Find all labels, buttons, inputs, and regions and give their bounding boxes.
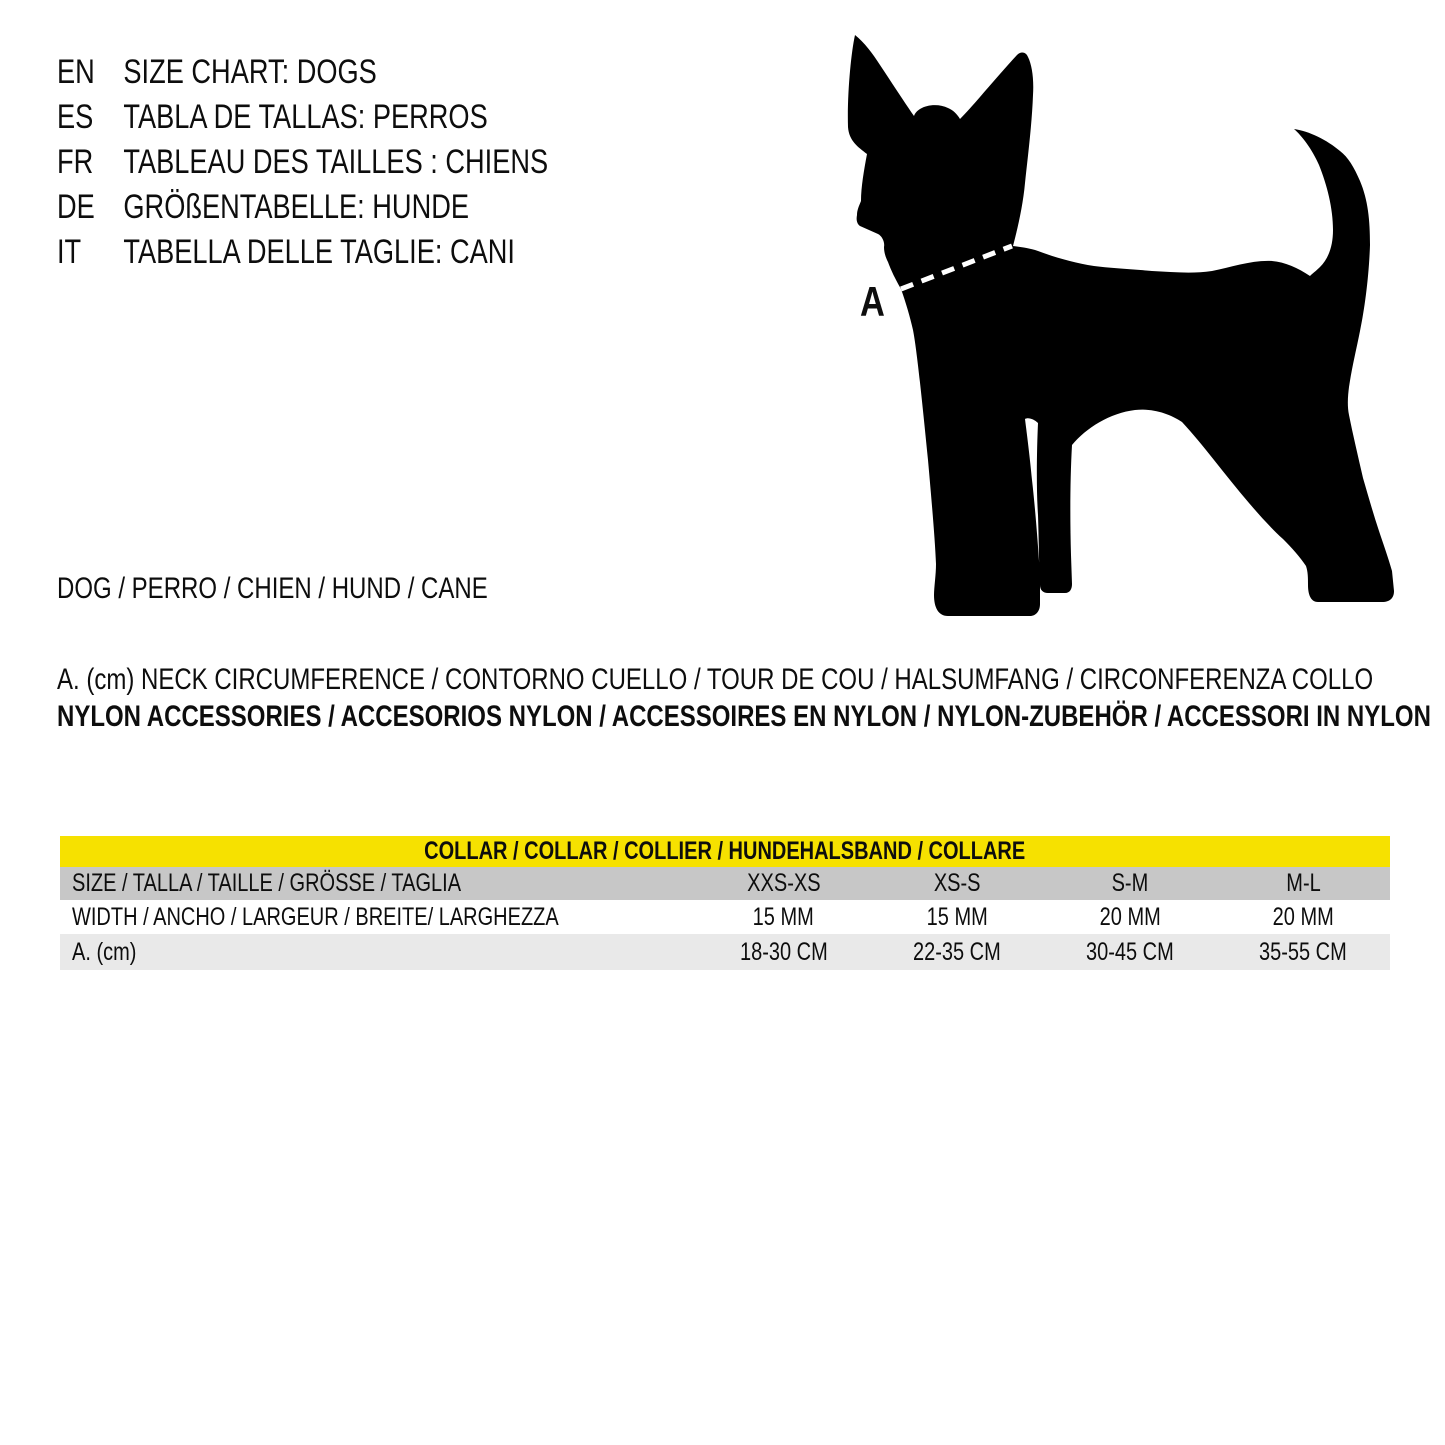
size-chart-title: TABLEAU DES TAILLES : CHIENS xyxy=(123,143,549,181)
row-label: A. (cm) xyxy=(72,937,137,966)
width-value: 20 MM xyxy=(1099,902,1161,931)
neck-range-value: 35-55 CM xyxy=(1259,937,1348,966)
language-code: ES xyxy=(57,98,94,136)
table-row-neck-cm xyxy=(60,934,1390,970)
neck-range-value: 22-35 CM xyxy=(912,937,1001,966)
neck-range-value: 30-45 CM xyxy=(1086,937,1175,966)
language-code: EN xyxy=(57,53,95,91)
measure-point-a-label: A xyxy=(860,278,885,326)
size-value: S-M xyxy=(1111,869,1149,897)
size-chart-title: SIZE CHART: DOGS xyxy=(123,53,377,91)
width-value: 20 MM xyxy=(1272,902,1334,931)
nylon-accessories-note: NYLON ACCESSORIES / ACCESORIOS NYLON / ACCESSOIRES EN NYLON / NYLON-ZUBEHÖR / ACCESSORI IN NYLON xyxy=(57,700,1431,733)
dog-silhouette-diagram xyxy=(820,15,1430,635)
neck-circumference-note: A. (cm) NECK CIRCUMFERENCE / CONTORNO CUELLO / TOUR DE COU / HALSUMFANG / CIRCONFERENZA COLLO xyxy=(57,663,1374,696)
diagram-caption: DOG / PERRO / CHIEN / HUND / CANE xyxy=(57,572,488,605)
size-chart-title: TABLA DE TALLAS: PERROS xyxy=(123,98,488,136)
language-code: DE xyxy=(57,188,95,226)
row-label: SIZE / TALLA / TAILLE / GRÖSSE / TAGLIA xyxy=(72,869,462,897)
size-value: XXS-XS xyxy=(746,869,821,897)
table-row-width xyxy=(60,900,1390,934)
collar-size-table xyxy=(60,836,1390,970)
size-chart-title: TABELLA DELLE TAGLIE: CANI xyxy=(123,233,515,271)
width-value: 15 MM xyxy=(926,902,988,931)
width-value: 15 MM xyxy=(753,902,815,931)
table-row-size xyxy=(60,867,1390,900)
size-value: XS-S xyxy=(933,869,981,897)
dog-silhouette-icon xyxy=(820,15,1430,635)
table-header-collar: COLLAR / COLLAR / COLLIER / HUNDEHALSBAND / COLLARE xyxy=(60,836,1390,867)
language-title-list xyxy=(57,50,671,275)
row-label: WIDTH / ANCHO / LARGEUR / BREITE/ LARGHEZZA xyxy=(72,902,559,931)
language-code: FR xyxy=(57,143,94,181)
language-code: IT xyxy=(57,233,82,271)
size-chart-title: GRÖßENTABELLE: HUNDE xyxy=(123,188,470,226)
size-value: M-L xyxy=(1286,869,1321,897)
neck-range-value: 18-30 CM xyxy=(739,937,828,966)
